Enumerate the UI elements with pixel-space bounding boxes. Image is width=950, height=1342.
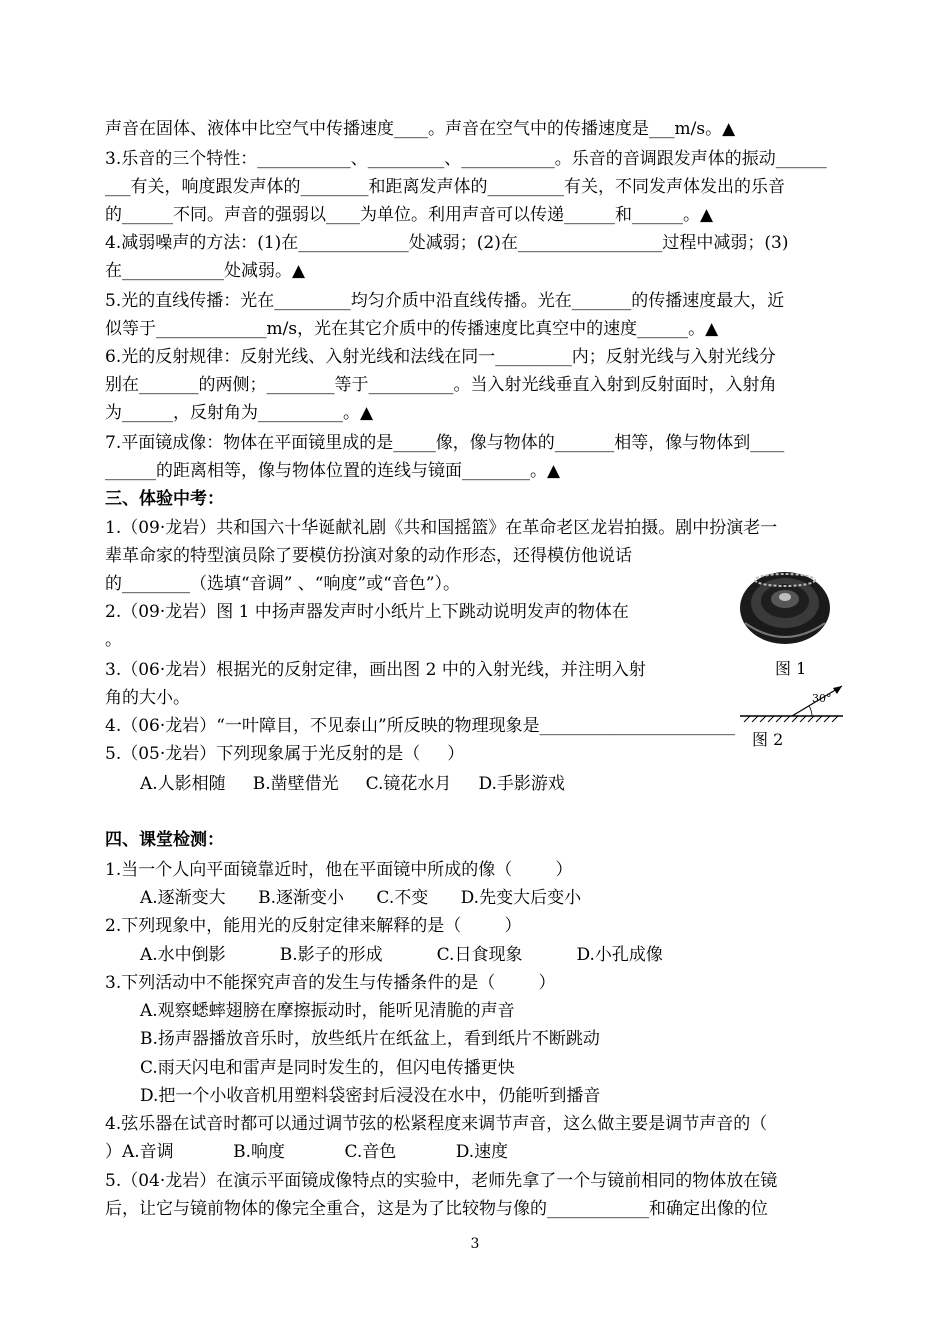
text-line: 角的大小。 bbox=[105, 688, 190, 708]
text-line: 5.光的直线传播：光在_________均匀介质中沿直线传播。光在_______的传播速度最大，近 bbox=[105, 291, 785, 311]
section-heading: 四、课堂检测： bbox=[105, 830, 224, 850]
text-line: ）A.音调 B.响度 C.音色 D.速度 bbox=[105, 1142, 509, 1162]
text-line: 4.弦乐器在试音时都可以通过调节弦的松紧程度来调节声音，这么做主要是调节声音的（ bbox=[105, 1114, 768, 1134]
text-line: 似等于_____________m/s，光在其它介质中的传播速度比真空中的速度______。▲ bbox=[105, 319, 719, 339]
section-heading: 三、体验中考： bbox=[105, 489, 224, 509]
reflection-diagram bbox=[738, 678, 848, 730]
text-line: 的______不同。声音的强弱以____为单位。利用声音可以传递______和______。▲ bbox=[105, 205, 714, 225]
text-line: 声音在固体、液体中比空气中传播速度____。声音在空气中的传播速度是___m/s。▲ bbox=[105, 119, 736, 139]
text-line: 3.乐音的三个特性：___________、_________、___________。乐音的音调跟发声体的振动______ bbox=[105, 149, 827, 169]
loudspeaker-figure bbox=[735, 563, 835, 653]
figure-2-caption: 图 2 bbox=[752, 730, 784, 749]
text-line: 在____________处减弱。▲ bbox=[105, 261, 306, 281]
text-line: ______的距离相等，像与物体位置的连线与镜面________。▲ bbox=[105, 461, 561, 481]
answer-options: A.逐渐变大 B.逐渐变小 C.不变 D.先变大后变小 bbox=[140, 888, 582, 908]
answer-options: A.人影相随 B.凿壁借光 C.镜花水月 D.手影游戏 bbox=[140, 774, 565, 794]
text-line: 5.（05·龙岩）下列现象属于光反射的是（ ） bbox=[105, 744, 465, 764]
text-line: 。 bbox=[105, 630, 122, 650]
text-line: 3.（06·龙岩）根据光的反射定律，画出图 2 中的入射光线，并注明入射 bbox=[105, 660, 646, 680]
answer-options: A.水中倒影 B.影子的形成 C.日食现象 D.小孔成像 bbox=[140, 945, 663, 965]
angle-label: 30° bbox=[812, 692, 832, 705]
text-line: 7.平面镜成像：物体在平面镜里成的是_____像，像与物体的_______相等，像与物体到____ bbox=[105, 433, 785, 453]
text-line: 1.当一个人向平面镜靠近时，他在平面镜中所成的像（ ） bbox=[105, 860, 573, 880]
text-line: 2.（09·龙岩）图 1 中扬声器发声时小纸片上下跳动说明发声的物体在 bbox=[105, 602, 629, 622]
page-number: 3 bbox=[470, 1236, 480, 1252]
text-line: 为______，反射角为__________。▲ bbox=[105, 403, 374, 423]
text-line: 的________（选填“音调” 、“响度”或“音色”）。 bbox=[105, 574, 461, 594]
text-line: ___有关，响度跟发声体的________和距离发声体的_________有关，不同发声体发出的乐音 bbox=[105, 177, 785, 197]
answer-option: A.观察蟋蟀翅膀在摩擦振动时，能听见清脆的声音 bbox=[140, 1001, 515, 1021]
answer-option: D.把一个小收音机用塑料袋密封后浸没在水中，仍能听到播音 bbox=[140, 1086, 601, 1106]
text-line: 3.下列活动中不能探究声音的发生与传播条件的是（ ） bbox=[105, 973, 556, 993]
text-line: 2.下列现象中，能用光的反射定律来解释的是（ ） bbox=[105, 916, 522, 936]
text-line: 别在_______的两侧；________等于__________。当入射光线垂直入射到反射面时，入射角 bbox=[105, 375, 777, 395]
text-line: 4.（06·龙岩）“一叶障目，不见泰山”所反映的物理现象是_______________________ bbox=[105, 716, 736, 736]
figure-1-caption: 图 1 bbox=[775, 659, 807, 678]
text-line: 4.减弱噪声的方法：(1)在_____________处减弱；(2)在_________________过程中减弱；(3) bbox=[105, 233, 789, 253]
answer-option: C.雨天闪电和雷声是同时发生的，但闪电传播更快 bbox=[140, 1058, 515, 1078]
answer-option: B.扬声器播放音乐时，放些纸片在纸盆上，看到纸片不断跳动 bbox=[140, 1029, 600, 1049]
text-line: 辈革命家的特型演员除了要模仿扮演对象的动作形态，还得模仿他说话 bbox=[105, 546, 632, 566]
text-line: 6.光的反射规律：反射光线、入射光线和法线在同一_________内；反射光线与入射光线分 bbox=[105, 347, 776, 367]
text-line: 1.（09·龙岩）共和国六十华诞献礼剧《共和国摇篮》在革命老区龙岩拍摄。剧中扮演老一 bbox=[105, 518, 778, 538]
text-line: 5.（04·龙岩）在演示平面镜成像特点的实验中，老师先拿了一个与镜前相同的物体放在镜 bbox=[105, 1171, 778, 1191]
text-line: 后，让它与镜前物体的像完全重合，这是为了比较物与像的____________和确定出像的位 bbox=[105, 1199, 768, 1219]
